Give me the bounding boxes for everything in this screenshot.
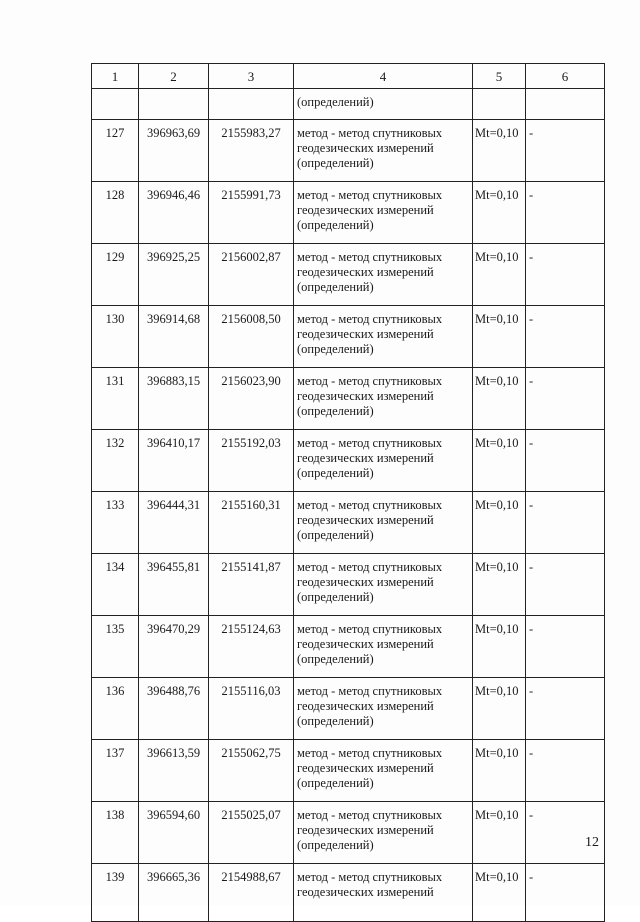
note-value: - (526, 678, 605, 740)
header-cell-1: 1 (92, 64, 139, 89)
coordinate-y: 2155991,73 (209, 182, 294, 244)
method-description-line: геодезических измерений (297, 141, 434, 155)
note-value: - (526, 244, 605, 306)
accuracy-value: Mt=0,10 (473, 678, 526, 740)
table-row (92, 306, 605, 368)
point-number: 138 (92, 802, 139, 864)
method-description-line: (определений) (297, 156, 374, 170)
coordinate-y: 2155192,03 (209, 430, 294, 492)
accuracy-value: Mt=0,10 (473, 864, 526, 922)
point-number: 130 (92, 306, 139, 368)
method-description-line: (определений) (297, 590, 374, 604)
table-row (92, 616, 605, 678)
note-value: - (526, 492, 605, 554)
method-description-line: геодезических измерений (297, 327, 434, 341)
table-row (92, 430, 605, 492)
method-description-line: (определений) (297, 218, 374, 232)
note-value: - (526, 740, 605, 802)
method-description-line: метод - метод спутниковых (297, 870, 443, 884)
table-cell (473, 89, 526, 120)
continuation-desc: (определений) (294, 89, 473, 120)
accuracy-value: Mt=0,10 (473, 492, 526, 554)
header-row (92, 64, 605, 89)
coordinate-x: 396963,69 (139, 120, 209, 182)
method-description (294, 306, 473, 368)
point-number: 132 (92, 430, 139, 492)
method-description-line: метод - метод спутниковых (297, 808, 443, 822)
accuracy-value: Mt=0,10 (473, 120, 526, 182)
table-body (92, 89, 605, 922)
table-row (92, 740, 605, 802)
coordinate-y: 2154988,67 (209, 864, 294, 922)
method-description-line: метод - метод спутниковых (297, 684, 443, 698)
coordinate-x: 396946,46 (139, 182, 209, 244)
method-description (294, 864, 473, 922)
method-description-line: геодезических измерений (297, 637, 434, 651)
method-description-line: (определений) (297, 404, 374, 418)
table-row (92, 120, 605, 182)
coordinate-y: 2156023,90 (209, 368, 294, 430)
method-description-line: метод - метод спутниковых (297, 312, 443, 326)
method-description (294, 182, 473, 244)
point-number: 139 (92, 864, 139, 922)
table-row (92, 182, 605, 244)
method-description-line: (определений) (297, 714, 374, 728)
note-value: - (526, 430, 605, 492)
header-cell-2: 2 (139, 64, 209, 89)
method-description-line: метод - метод спутниковых (297, 126, 443, 140)
note-value: - (526, 368, 605, 430)
table-row (92, 864, 605, 922)
coordinate-y: 2156008,50 (209, 306, 294, 368)
continuation-row (92, 89, 605, 120)
method-description (294, 802, 473, 864)
table-cell (92, 89, 139, 120)
coordinate-x: 396488,76 (139, 678, 209, 740)
method-description (294, 120, 473, 182)
page-number: 12 (585, 835, 599, 850)
method-description-line: метод - метод спутниковых (297, 250, 443, 264)
coordinate-x: 396594,60 (139, 802, 209, 864)
method-description-line: метод - метод спутниковых (297, 188, 443, 202)
note-value: - (526, 802, 605, 864)
point-number: 127 (92, 120, 139, 182)
header-cell-6: 6 (526, 64, 605, 89)
accuracy-value: Mt=0,10 (473, 616, 526, 678)
method-description-line: (определений) (297, 466, 374, 480)
accuracy-value: Mt=0,10 (473, 554, 526, 616)
table-row (92, 802, 605, 864)
method-description-line: геодезических измерений (297, 761, 434, 775)
coordinate-x: 396455,81 (139, 554, 209, 616)
accuracy-value: Mt=0,10 (473, 306, 526, 368)
method-description-line: (определений) (297, 652, 374, 666)
accuracy-value: Mt=0,10 (473, 368, 526, 430)
method-description (294, 616, 473, 678)
method-description-line: метод - метод спутниковых (297, 374, 443, 388)
header-cell-4: 4 (294, 64, 473, 89)
method-description-line: метод - метод спутниковых (297, 746, 443, 760)
coordinate-y: 2155141,87 (209, 554, 294, 616)
method-description (294, 430, 473, 492)
note-value: - (526, 554, 605, 616)
method-description (294, 554, 473, 616)
method-description-line: (определений) (297, 280, 374, 294)
point-number: 129 (92, 244, 139, 306)
method-description-line: метод - метод спутниковых (297, 622, 443, 636)
method-description-line: (определений) (297, 528, 374, 542)
coordinate-x: 396914,68 (139, 306, 209, 368)
method-description-line: метод - метод спутниковых (297, 498, 443, 512)
method-description-line: (определений) (297, 838, 374, 852)
point-number: 136 (92, 678, 139, 740)
method-description (294, 740, 473, 802)
method-description-line: (определений) (297, 342, 374, 356)
method-description-line: геодезических измерений (297, 265, 434, 279)
accuracy-value: Mt=0,10 (473, 740, 526, 802)
method-description-line: геодезических измерений (297, 823, 434, 837)
table-row (92, 244, 605, 306)
coordinate-x: 396410,17 (139, 430, 209, 492)
coordinate-x: 396665,36 (139, 864, 209, 922)
coordinate-x: 396470,29 (139, 616, 209, 678)
accuracy-value: Mt=0,10 (473, 802, 526, 864)
coordinate-y: 2155025,07 (209, 802, 294, 864)
note-value: - (526, 864, 605, 922)
coordinate-x: 396925,25 (139, 244, 209, 306)
coordinate-y: 2155983,27 (209, 120, 294, 182)
method-description-line: геодезических измерений (297, 575, 434, 589)
method-description (294, 244, 473, 306)
method-description-line: геодезических измерений (297, 203, 434, 217)
coordinate-x: 396613,59 (139, 740, 209, 802)
coordinate-y: 2155062,75 (209, 740, 294, 802)
note-value: - (526, 306, 605, 368)
method-description-line: (определений) (297, 776, 374, 790)
accuracy-value: Mt=0,10 (473, 244, 526, 306)
method-description-line: геодезических измерений (297, 885, 434, 899)
method-description (294, 492, 473, 554)
table-row (92, 492, 605, 554)
accuracy-value: Mt=0,10 (473, 182, 526, 244)
method-description (294, 368, 473, 430)
table-cell (139, 89, 209, 120)
method-description-line: геодезических измерений (297, 389, 434, 403)
accuracy-value: Mt=0,10 (473, 430, 526, 492)
method-description-line: метод - метод спутниковых (297, 436, 443, 450)
method-description-line: геодезических измерений (297, 699, 434, 713)
method-description-line: метод - метод спутниковых (297, 560, 443, 574)
coordinate-y: 2155160,31 (209, 492, 294, 554)
coordinate-y: 2155124,63 (209, 616, 294, 678)
note-value: - (526, 182, 605, 244)
coordinate-y: 2156002,87 (209, 244, 294, 306)
table-cell (209, 89, 294, 120)
coordinate-y: 2155116,03 (209, 678, 294, 740)
table-row (92, 678, 605, 740)
point-number: 128 (92, 182, 139, 244)
note-value: - (526, 120, 605, 182)
coordinates-table (91, 63, 605, 922)
method-description-line: геодезических измерений (297, 451, 434, 465)
point-number: 133 (92, 492, 139, 554)
header-cell-5: 5 (473, 64, 526, 89)
point-number: 135 (92, 616, 139, 678)
header-cell-3: 3 (209, 64, 294, 89)
coordinate-x: 396883,15 (139, 368, 209, 430)
coordinate-x: 396444,31 (139, 492, 209, 554)
point-number: 131 (92, 368, 139, 430)
point-number: 134 (92, 554, 139, 616)
table-row (92, 554, 605, 616)
method-description (294, 678, 473, 740)
note-value: - (526, 616, 605, 678)
table-row (92, 368, 605, 430)
point-number: 137 (92, 740, 139, 802)
method-description-line: геодезических измерений (297, 513, 434, 527)
table-cell (526, 89, 605, 120)
